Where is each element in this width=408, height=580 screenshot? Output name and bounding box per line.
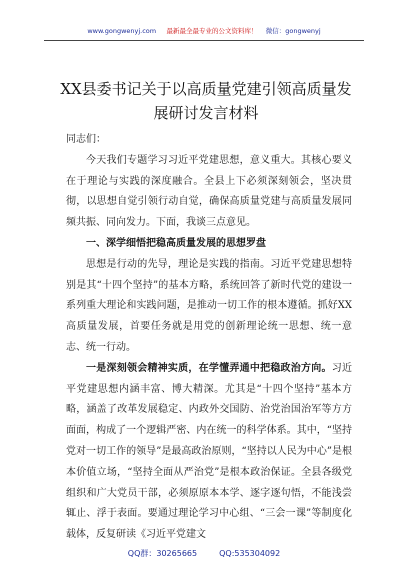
salutation: 同志们： [66,134,106,145]
footer-qq-group: QQ群：30265665 [127,549,198,558]
paragraph-thought: 思想是行动的先导，理论是实践的指南。习近平党建思想特别是其“十四个坚持”的基本方略，系统回答了新时代党的建设一系列重大理论和实践问题，是推动一切工作的根本遵循。抓好XX高质量发展，首要任务就是用党的创新理论统一思想、统一意志、统一行动。 [66,258,352,353]
paragraph-intro: 今天我们专题学习习近平党建思想，意义重大。其核心要义在于理论与实践的深度融合。全县上下必须深刻领会，坚决贯彻，以思想自觉引领行动自觉，确保高质量党建与高质量发展同频共振、同向发力。下面，我谈三点意见。 [66,154,352,229]
page-header [0,26,408,35]
header-slogan: 最新最全最专业的公文资料库！ [166,27,258,35]
document-title: XX县委书记关于以高质量党建引领高质量发展研讨发言材料 [60,80,352,122]
footer-qq: QQ:535304092 [219,549,281,558]
header-wechat: 微信：gongwenyj [265,27,321,35]
section-heading-1: 一、深学细悟把稳高质量发展的思想罗盘 [86,237,266,249]
point-one-body: 习近平党建思想内涵丰富、博大精深。尤其是“十四个坚持”基本方略，涵盖了改革发展稳定、内政外交国防、治党治国治军等方方面面，构成了一个逻辑严密、内在统一的科学体系。其中，“坚持党对一切工作的领导”是最高政治原则，“坚持以人民为中心”是根本价值立场，“坚持全面从严治党”是根本政治保证。全县各级党组织和广大党员干部，必须原原本本学、逐字逐句悟，不能浅尝辄止、浮于表面。要通过理论学习中心组、“三会一课”等制度化载体，反复研读《习近平党建文 [66,362,353,541]
header-divider [44,40,364,41]
paragraph-point-one [66,359,352,546]
document-body [66,130,352,546]
point-one-lead: 一是深刻领会精神实质，在学懂弄通中把稳政治方向。 [86,362,332,374]
header-site-url[interactable]: www.gongwenyj.com [87,27,157,35]
page-footer [0,548,408,559]
